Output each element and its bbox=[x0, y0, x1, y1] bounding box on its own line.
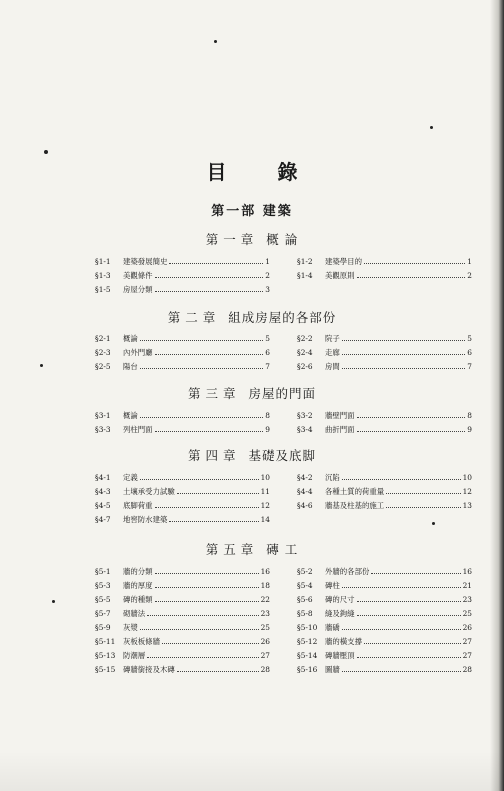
section-title: 陽台 bbox=[123, 362, 138, 371]
section-title: 牆基及柱基的施工 bbox=[325, 501, 385, 510]
print-speck bbox=[430, 126, 433, 129]
section-title: 牆的橫支撐 bbox=[325, 637, 362, 646]
toc-entry[interactable] bbox=[297, 580, 472, 592]
section-number: §5-5 bbox=[95, 595, 111, 604]
chapter-entries bbox=[95, 472, 472, 528]
chapter-title: 房屋的門面 bbox=[248, 386, 317, 401]
leader-dots bbox=[155, 507, 259, 508]
leader-dots bbox=[177, 493, 259, 494]
page-number: 16 bbox=[462, 567, 472, 576]
page-number: 7 bbox=[467, 362, 472, 371]
toc-entry[interactable] bbox=[95, 594, 270, 606]
section-number: §5-13 bbox=[95, 651, 116, 660]
chapter-title: 基礎及底脚 bbox=[248, 448, 317, 463]
toc-entry[interactable] bbox=[95, 424, 270, 436]
section-title: 院子 bbox=[325, 334, 340, 343]
section-title: 砌牆法 bbox=[123, 609, 146, 618]
print-speck bbox=[52, 600, 55, 603]
leader-dots bbox=[140, 340, 264, 341]
toc-entry[interactable] bbox=[297, 424, 472, 436]
section-number: §5-3 bbox=[95, 581, 111, 590]
section-number: §5-10 bbox=[297, 623, 318, 632]
chapter-title: 概 論 bbox=[266, 232, 299, 247]
toc-entry[interactable] bbox=[297, 256, 472, 268]
page-number: 1 bbox=[467, 257, 472, 266]
section-title: 房屋分類 bbox=[123, 285, 153, 294]
section-number: §1-4 bbox=[297, 271, 313, 280]
toc-entry[interactable] bbox=[95, 256, 270, 268]
toc-entry[interactable] bbox=[95, 333, 270, 345]
page-number: 25 bbox=[260, 623, 270, 632]
section-number: §5-2 bbox=[297, 567, 313, 576]
leader-dots bbox=[169, 521, 258, 522]
toc-entry[interactable] bbox=[297, 361, 472, 373]
section-title: 走廊 bbox=[325, 348, 340, 357]
section-number: §5-6 bbox=[297, 595, 313, 604]
section-title: 列柱門面 bbox=[123, 425, 153, 434]
section-title: 房間 bbox=[325, 362, 340, 371]
page-number: 9 bbox=[265, 425, 270, 434]
toc-entry[interactable] bbox=[297, 500, 472, 512]
leader-dots bbox=[155, 587, 259, 588]
page-number: 9 bbox=[467, 425, 472, 434]
print-speck bbox=[44, 150, 48, 154]
section-number: §5-4 bbox=[297, 581, 313, 590]
page-number: 28 bbox=[462, 665, 472, 674]
toc-entry[interactable] bbox=[297, 650, 472, 662]
leader-dots bbox=[162, 643, 259, 644]
page-number: 14 bbox=[260, 515, 270, 524]
section-number: §4-3 bbox=[95, 487, 111, 496]
leader-dots bbox=[357, 277, 466, 278]
toc-entry[interactable] bbox=[95, 472, 270, 484]
toc-entry[interactable] bbox=[95, 650, 270, 662]
page-number: 21 bbox=[462, 581, 472, 590]
toc-entry[interactable] bbox=[95, 580, 270, 592]
section-number: §4-5 bbox=[95, 501, 111, 510]
page-number: 1 bbox=[265, 257, 270, 266]
toc-entry[interactable] bbox=[297, 608, 472, 620]
section-title: 底脚荷重 bbox=[123, 501, 153, 510]
chapter-number: 第二章 bbox=[167, 310, 221, 325]
section-title: 美觀條件 bbox=[123, 271, 153, 280]
toc-entry[interactable] bbox=[95, 664, 270, 676]
page-number: 16 bbox=[260, 567, 270, 576]
section-title: 防潮層 bbox=[123, 651, 146, 660]
chapter-title: 磚 工 bbox=[266, 542, 299, 557]
section-number: §2-1 bbox=[95, 334, 111, 343]
section-number: §2-4 bbox=[297, 348, 313, 357]
chapter-heading bbox=[0, 540, 504, 558]
leader-dots bbox=[155, 573, 259, 574]
section-number: §4-1 bbox=[95, 473, 111, 482]
section-title: 牆礄 bbox=[325, 623, 340, 632]
leader-dots bbox=[342, 479, 461, 480]
leader-dots bbox=[357, 615, 461, 616]
section-title: 曲折門面 bbox=[325, 425, 355, 434]
leader-dots bbox=[155, 601, 259, 602]
page-number: 5 bbox=[467, 334, 472, 343]
chapter-heading bbox=[0, 446, 504, 464]
part-heading: 第一部 建築 bbox=[211, 204, 293, 219]
leader-dots bbox=[140, 417, 264, 418]
leader-dots bbox=[386, 507, 460, 508]
section-title: 圖牆 bbox=[325, 665, 340, 674]
leader-dots bbox=[169, 263, 263, 264]
chapter-number: 第五章 bbox=[205, 542, 259, 557]
leader-dots bbox=[357, 417, 466, 418]
page-number: 6 bbox=[265, 348, 270, 357]
section-number: §1-5 bbox=[95, 285, 111, 294]
section-number: §2-3 bbox=[95, 348, 111, 357]
section-number: §5-8 bbox=[297, 609, 313, 618]
section-title: 建築發展簡史 bbox=[123, 257, 168, 266]
chapter-number: 第三章 bbox=[187, 386, 241, 401]
section-title: 美觀原則 bbox=[325, 271, 355, 280]
toc-entry[interactable] bbox=[297, 270, 472, 282]
section-title: 定義 bbox=[123, 473, 138, 482]
toc-entry[interactable] bbox=[95, 410, 270, 422]
chapter-heading bbox=[0, 384, 504, 402]
page-number: 7 bbox=[265, 362, 270, 371]
page-number: 18 bbox=[260, 581, 270, 590]
chapter-number: 第一章 bbox=[205, 232, 259, 247]
page-number: 5 bbox=[265, 334, 270, 343]
leader-dots bbox=[364, 263, 465, 264]
toc-entry[interactable] bbox=[297, 472, 472, 484]
section-title: 縫及鉤縫 bbox=[325, 609, 355, 618]
toc-entry[interactable] bbox=[95, 361, 270, 373]
chapter-entries bbox=[95, 333, 472, 375]
section-number: §4-2 bbox=[297, 473, 313, 482]
leader-dots bbox=[364, 643, 461, 644]
section-number: §5-16 bbox=[297, 665, 318, 674]
toc-entry[interactable] bbox=[95, 270, 270, 282]
page-number: 25 bbox=[462, 609, 472, 618]
section-title: 外牆的各部份 bbox=[325, 567, 370, 576]
section-number: §2-5 bbox=[95, 362, 111, 371]
section-title: 沉陷 bbox=[325, 473, 340, 482]
section-title: 磚的尺寸 bbox=[325, 595, 355, 604]
chapter-entries bbox=[95, 566, 472, 678]
section-title: 內外門廳 bbox=[123, 348, 153, 357]
section-title: 牆的厚度 bbox=[123, 581, 153, 590]
chapter-entries bbox=[95, 256, 472, 298]
toc-entry[interactable] bbox=[297, 594, 472, 606]
leader-dots bbox=[155, 291, 264, 292]
toc-entry[interactable] bbox=[297, 347, 472, 359]
print-speck bbox=[214, 40, 217, 43]
page-number: 12 bbox=[260, 501, 270, 510]
page-number: 8 bbox=[265, 411, 270, 420]
toc-entry[interactable] bbox=[297, 664, 472, 676]
page-number: 22 bbox=[260, 595, 270, 604]
leader-dots bbox=[155, 431, 264, 432]
leader-dots bbox=[155, 277, 264, 278]
page-number: 2 bbox=[467, 271, 472, 280]
toc-entry[interactable] bbox=[95, 608, 270, 620]
page-number: 12 bbox=[462, 487, 472, 496]
toc-entry[interactable] bbox=[95, 500, 270, 512]
page-bottom-shadow bbox=[0, 751, 504, 791]
section-number: §5-15 bbox=[95, 665, 116, 674]
section-number: §5-9 bbox=[95, 623, 111, 632]
page-number: 23 bbox=[462, 595, 472, 604]
section-title: 建築學目的 bbox=[325, 257, 362, 266]
toc-entry[interactable] bbox=[297, 486, 472, 498]
leader-dots bbox=[386, 493, 460, 494]
chapter-entries bbox=[95, 410, 472, 438]
leader-dots bbox=[177, 671, 259, 672]
section-number: §5-14 bbox=[297, 651, 318, 660]
section-number: §5-7 bbox=[95, 609, 111, 618]
section-number: §3-3 bbox=[95, 425, 111, 434]
leader-dots bbox=[342, 340, 466, 341]
page-number: 10 bbox=[462, 473, 472, 482]
toc-entry[interactable] bbox=[297, 636, 472, 648]
leader-dots bbox=[357, 657, 461, 658]
page-number: 13 bbox=[462, 501, 472, 510]
chapter-title: 組成房屋的各部份 bbox=[228, 310, 337, 325]
toc-entry[interactable] bbox=[95, 636, 270, 648]
page-number: 3 bbox=[265, 285, 270, 294]
section-number: §3-2 bbox=[297, 411, 313, 420]
section-number: §4-7 bbox=[95, 515, 111, 524]
section-number: §3-1 bbox=[95, 411, 111, 420]
section-title: 磚的種類 bbox=[123, 595, 153, 604]
section-title: 磚牆壓頂 bbox=[325, 651, 355, 660]
leader-dots bbox=[357, 601, 461, 602]
section-number: §5-1 bbox=[95, 567, 111, 576]
section-number: §4-6 bbox=[297, 501, 313, 510]
section-title: 磚柱 bbox=[325, 581, 340, 590]
page-title: 目 錄 bbox=[206, 160, 320, 184]
section-title: 概論 bbox=[123, 411, 138, 420]
section-title: 概論 bbox=[123, 334, 138, 343]
page-number: 26 bbox=[260, 637, 270, 646]
page-number: 23 bbox=[260, 609, 270, 618]
leader-dots bbox=[342, 368, 466, 369]
page-number: 26 bbox=[462, 623, 472, 632]
leader-dots bbox=[140, 479, 259, 480]
leader-dots bbox=[371, 573, 460, 574]
page-number: 27 bbox=[462, 637, 472, 646]
toc-entry[interactable] bbox=[95, 622, 270, 634]
leader-dots bbox=[342, 671, 461, 672]
toc-entry[interactable] bbox=[297, 622, 472, 634]
leader-dots bbox=[147, 657, 258, 658]
chapter-heading bbox=[0, 308, 504, 326]
leader-dots bbox=[147, 615, 258, 616]
toc-entry[interactable] bbox=[297, 333, 472, 345]
section-title: 土壤承受力試驗 bbox=[123, 487, 175, 496]
page-number: 27 bbox=[260, 651, 270, 660]
toc-entry[interactable] bbox=[95, 566, 270, 578]
leader-dots bbox=[357, 431, 466, 432]
page-number: 8 bbox=[467, 411, 472, 420]
page-number: 2 bbox=[265, 271, 270, 280]
leader-dots bbox=[342, 354, 466, 355]
toc-entry[interactable] bbox=[95, 514, 270, 526]
section-title: 磚牆銜接及木磚 bbox=[123, 665, 175, 674]
chapter-number: 第四章 bbox=[187, 448, 241, 463]
section-title: 各種土質的荷重量 bbox=[325, 487, 385, 496]
leader-dots bbox=[140, 368, 264, 369]
section-number: §1-1 bbox=[95, 257, 111, 266]
section-number: §3-4 bbox=[297, 425, 313, 434]
toc-entry[interactable] bbox=[297, 410, 472, 422]
section-title: 牆的分類 bbox=[123, 567, 153, 576]
section-number: §1-2 bbox=[297, 257, 313, 266]
section-number: §4-4 bbox=[297, 487, 313, 496]
section-number: §5-12 bbox=[297, 637, 318, 646]
leader-dots bbox=[140, 629, 259, 630]
chapter-heading bbox=[0, 230, 504, 248]
section-title: 牆壁門面 bbox=[325, 411, 355, 420]
section-title: 灰漿 bbox=[123, 623, 138, 632]
toc-entry[interactable] bbox=[95, 284, 270, 296]
leader-dots bbox=[342, 629, 461, 630]
page-number: 28 bbox=[260, 665, 270, 674]
page-number: 6 bbox=[467, 348, 472, 357]
toc-entry[interactable] bbox=[297, 566, 472, 578]
toc-entry[interactable] bbox=[95, 347, 270, 359]
section-number: §1-3 bbox=[95, 271, 111, 280]
print-speck bbox=[40, 364, 43, 367]
leader-dots bbox=[342, 587, 461, 588]
section-title: 地窖防水建築 bbox=[123, 515, 168, 524]
section-number: §5-11 bbox=[95, 637, 116, 646]
section-number: §2-2 bbox=[297, 334, 313, 343]
leader-dots bbox=[155, 354, 264, 355]
section-title: 灰板板條牆 bbox=[123, 637, 160, 646]
page-number: 10 bbox=[260, 473, 270, 482]
page-number: 27 bbox=[462, 651, 472, 660]
toc-entry[interactable] bbox=[95, 486, 270, 498]
page-number: 11 bbox=[260, 487, 270, 496]
section-number: §2-6 bbox=[297, 362, 313, 371]
